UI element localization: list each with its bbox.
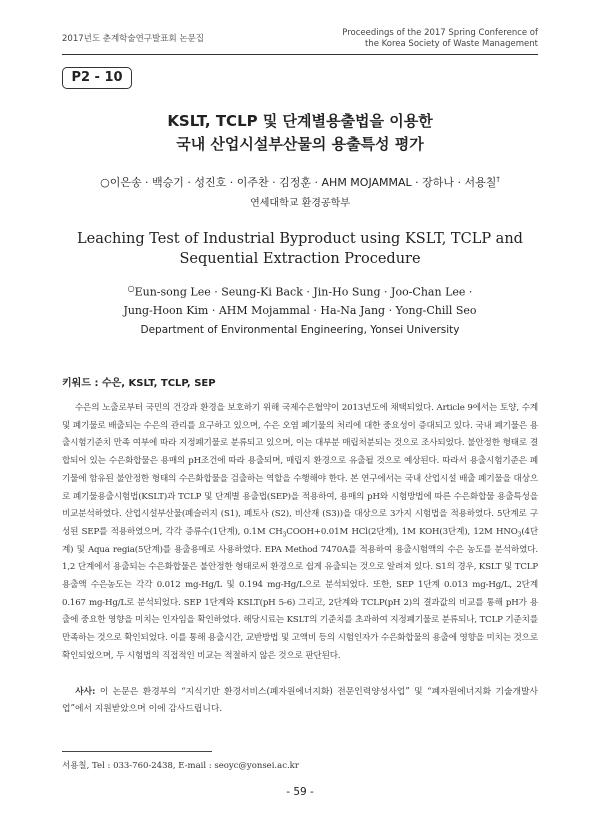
paper-title-ko-line1: KSLT, TCLP 및 단계별용출법을 이용한 bbox=[167, 112, 433, 130]
paper-title-en-line1: Leaching Test of Industrial Byproduct using KSLT, TCLP and bbox=[77, 231, 523, 247]
session-code-badge: P2 - 10 bbox=[62, 67, 132, 89]
paper-title-en-line2: Sequential Extraction Procedure bbox=[179, 251, 421, 267]
authors-en-line1 bbox=[0, 284, 600, 299]
proceedings-title-en-line2: the Korea Society of Waste Management bbox=[364, 39, 538, 49]
proceedings-title-en-line1: Proceedings of the 2017 Spring Conference of bbox=[342, 28, 538, 38]
affiliation-en: Department of Environmental Engineering, Yonsei University bbox=[140, 324, 460, 336]
proceedings-title-en bbox=[342, 28, 538, 50]
subscript-3: 3 bbox=[517, 531, 522, 539]
affiliation-ko: 연세대학교 환경공학부 bbox=[250, 198, 350, 209]
abstract-body bbox=[62, 400, 538, 666]
author-names-ko: 이은송 · 백승기 · 성진호 · 이주찬 · 김정훈 · AHM MOJAMMAL · 장하나 · 서용칠 bbox=[109, 176, 497, 189]
paper-title-ko-line2: 국내 산업시설부산물의 용출특성 평가 bbox=[176, 135, 424, 153]
authors-ko bbox=[0, 174, 600, 190]
abstract-text-3: (4단계) 및 Aqua regia(5단계)를 용출용매로 사용하였다. EPA Method 7470A를 적용하여 용출시험액의 수은 농도를 분석하였다. 1,2 단계에서 용출되는 수은화합물은 불안정한 형태로써 환경으로 쉽게 유출되는 것으로 알려져 있다. S1의 경우, KSLT 및 TCLP 용출액 수은농도는 각각 0.012 mg-Hg/L 및 0.194 mg-Hg/L으로 분석되었다. 또한, SEP 1단계 0.013 mg-Hg/L, 2단계 0.167 mg-Hg/L로 분석되었다. SEP 1단계와 KSLT(pH 5-6) 그리고, 2단계와 TCLP(pH 2)의 결과값의 비교를 통해 pH가 용출에 중요한 영향을 미치는 인자임을 확인하였다. 해당시료는 KSLT의 기준치를 초과하여 지정폐기물로 분류되나, TCLP 기준치를 만족하는 것으로 확인되었다. 이를 통해 용출시간, 교반방법 및 고액비 등의 시험인자가 수은화합물의 용출에 영향을 미치는 것으로 확인되었으며, 두 시험법의 직접적인 비교는 적절하지 않은 것으로 판단된다. bbox=[62, 526, 538, 661]
author-names-en-line1: Eun-song Lee · Seung-Ki Back · Jin-Ho Sung · Joo-Chan Lee · bbox=[134, 285, 473, 299]
abstract-text-2: COOH+0.01M HCl(2단계), 1M KOH(3단계), 12M HNO bbox=[286, 526, 518, 537]
abstract-text-1: 수은의 노출로부터 국민의 건강과 환경을 보호하기 위해 국제수은협약이 2013년도에 채택되었다. Article 9에서는 토양, 수계 및 폐기물로 배출되는 수은의 관리를 요구하고 있으며, 수은 오염 폐기물의 처리에 대한 중요성이 증대되고 있다. 국내 폐기물은 용출시험기준치 만족 여부에 따라 지정폐기물로 분류되고 있으며, 이는 대부분 매립처분되는 것으로 조사되었다. 불안정한 형태로 결합되어 있는 수은화합물은 용매의 pH조건에 따라 용출되며, 매립지 환경으로 유출될 것으로 예상된다. 따라서 용출시험기준은 폐기물에 함유된 불안정한 형태의 수은화합물을 검출하는 역할을 수행해야 한다. 본 연구에서는 국내 산업시설 배출 폐기물을 대상으로 폐기물용출시험법(KSLT)과 TCLP 및 단계별 용출법(SEP)을 적용하여, 용매의 pH와 시험방법에 따른 수은화합물 용출특성을 비교분석하였다. 산업시설부산물(폐슬러지 (S1), 폐토사 (S2), 비산재 (S3))을 대상으로 3가지 시험법을 적용하였다. 5단계로 구성된 SEP를 적용하였으며, 각각 증류수(1단계), 0.1M CH bbox=[62, 403, 538, 537]
acknowledgment-label: 사사: bbox=[75, 687, 96, 697]
subscript-3: 3 bbox=[282, 531, 287, 539]
acknowledgment bbox=[62, 684, 538, 718]
presenter-mark: ○ bbox=[100, 176, 110, 189]
page-number: - 59 - bbox=[286, 786, 314, 798]
header-divider bbox=[62, 54, 538, 55]
keywords: 키워드 : 수은, KSLT, TCLP, SEP bbox=[62, 378, 216, 389]
footnote-divider bbox=[62, 751, 212, 752]
presenter-mark-en: ○ bbox=[127, 284, 135, 293]
authors-en-line2: Jung-Hoon Kim · AHM Mojammal · Ha-Na Jang · Yong-Chill Seo bbox=[123, 304, 477, 317]
proceedings-title-ko: 2017년도 춘계학술연구발표회 논문집 bbox=[62, 34, 204, 44]
acknowledgment-text: 이 논문은 환경부의 “지식기반 환경서비스(폐자원에너지화) 전문인력양성사업” 및 “폐자원에너지화 기술개발사업”에서 지원받았으며 이에 감사드립니다. bbox=[62, 687, 538, 714]
corresponding-author-contact: 서용칠, Tel : 033-760-2438, E-mail : seoyc@yonsei.ac.kr bbox=[62, 761, 299, 771]
corresponding-author-mark: † bbox=[496, 175, 500, 184]
